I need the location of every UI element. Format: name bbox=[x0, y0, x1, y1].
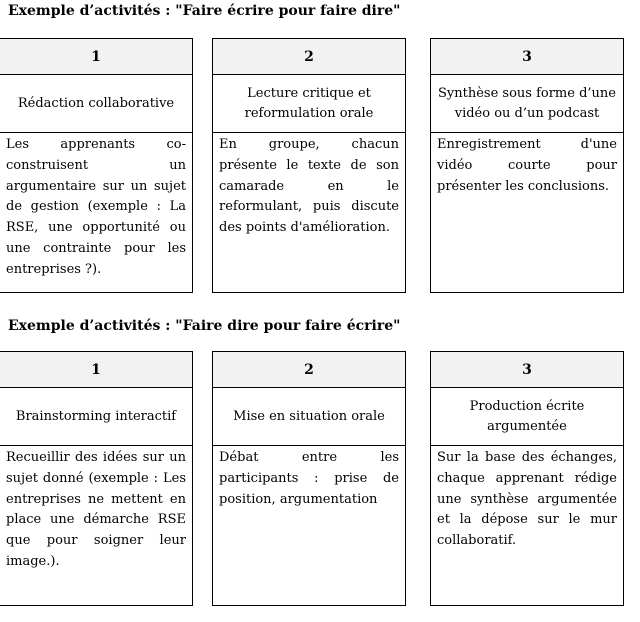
card-heading: Production écrite argumentée bbox=[431, 388, 623, 446]
activity-card-2-3 bbox=[430, 351, 624, 606]
card-number: 1 bbox=[0, 39, 192, 75]
card-heading: Mise en situation orale bbox=[213, 388, 405, 446]
card-heading: Lecture critique et reformulation orale bbox=[213, 75, 405, 133]
card-body: En groupe, chacun présente le texte de son camarade en le reformulant, puis discute des points d'amélioration. bbox=[219, 137, 399, 236]
card-heading: Brainstorming interactif bbox=[0, 388, 192, 446]
card-body: Les apprenants co-construisent un argumentaire sur un sujet de gestion (exemple : La RSE, une opportunité ou une contrainte pour les entreprises ?). bbox=[6, 137, 186, 277]
activity-card-1-1 bbox=[0, 38, 193, 293]
card-body: Recueillir des idées sur un sujet donné (exemple : Les entreprises ne mettent en place une démarche RSE que pour soigner leur image.). bbox=[6, 450, 186, 569]
activity-card-1-2 bbox=[212, 38, 406, 293]
card-number: 1 bbox=[0, 352, 192, 388]
card-number: 3 bbox=[431, 352, 623, 388]
card-body: Débat entre les participants : prise de position, argumentation bbox=[219, 450, 399, 507]
section-2-title: Exemple d’activités : "Faire dire pour faire écrire" bbox=[8, 318, 401, 334]
card-number: 2 bbox=[213, 39, 405, 75]
card-body: Sur la base des échanges, chaque apprenant rédige une synthèse argumentée et la dépose sur le mur collaboratif. bbox=[437, 450, 617, 549]
activity-card-2-1 bbox=[0, 351, 193, 606]
activity-card-2-2 bbox=[212, 351, 406, 606]
section-1-title: Exemple d’activités : "Faire écrire pour faire dire" bbox=[8, 3, 401, 19]
activity-card-1-3 bbox=[430, 38, 624, 293]
card-heading: Rédaction collaborative bbox=[0, 75, 192, 133]
card-number: 2 bbox=[213, 352, 405, 388]
card-number: 3 bbox=[431, 39, 623, 75]
card-heading: Synthèse sous forme d’une vidéo ou d’un podcast bbox=[431, 75, 623, 133]
card-body: Enregistrement d'une vidéo courte pour présenter les conclusions. bbox=[437, 137, 617, 194]
